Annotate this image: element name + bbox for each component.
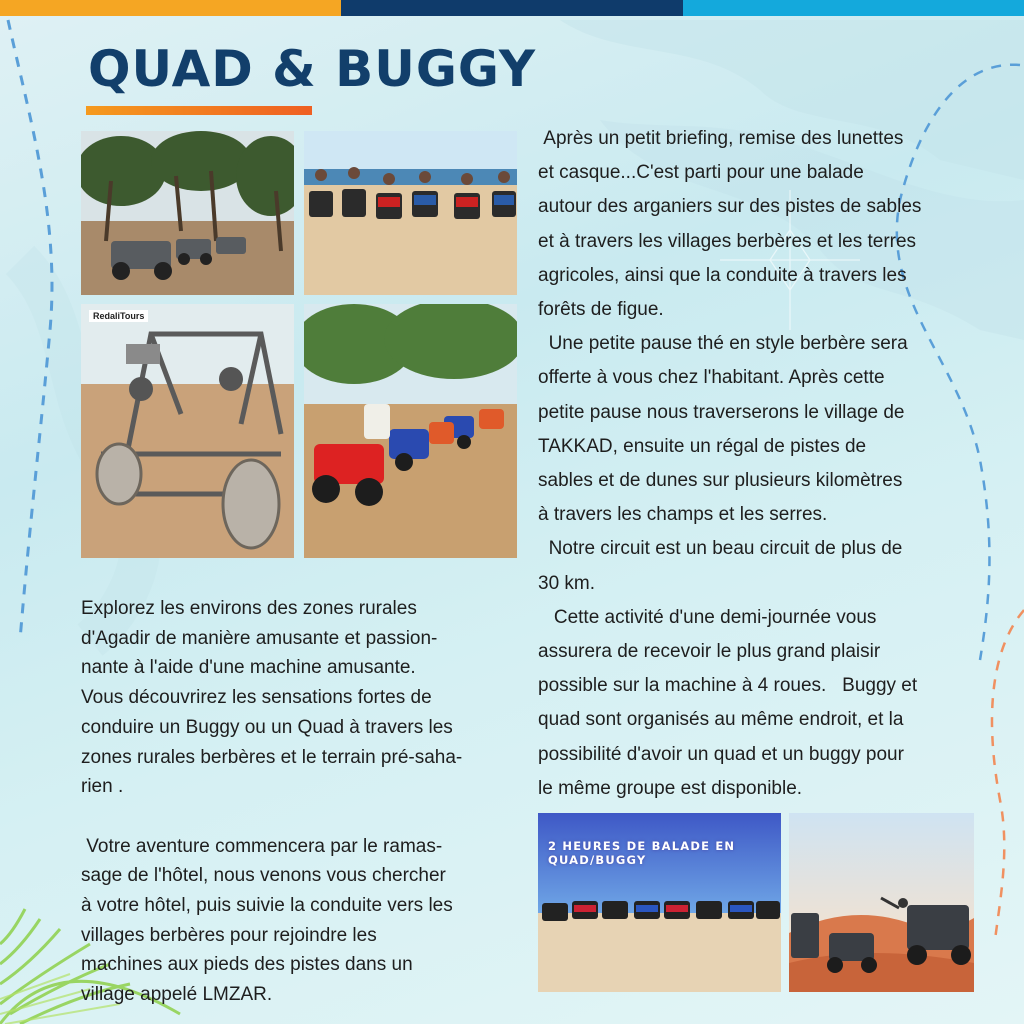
adventure-paragraph: Votre aventure commencera par le ramas- sage de l'hôtel, nous venons vous chercher à votre hôtel, puis suivie la conduite vers les villages berbères pour rejoindre les machines aux pieds des pistes dans un village appelé LMZAR.: [81, 835, 453, 1006]
circuit-paragraph: Notre circuit est un beau circuit de plus de 30 km.: [538, 538, 903, 594]
intro-paragraph: Explorez les environs des zones rurales d'Agadir de manière amusante et passion- nante à l'aide d'une machine amusante. Vous découvrirez les sensations fortes de conduire un Buggy ou un Quad à travers les zones rurales berbères et le terrain pré-saha- rien .: [81, 598, 463, 798]
photo-quad-group-sand: [538, 813, 781, 992]
briefing-paragraph: Après un petit briefing, remise des lunettes et casque...C'est parti pour une balade autour des arganiers sur des pistes de sables et à travers les villages berbères et les terres agricoles, ainsi que la conduite à travers les forêts de figue.: [538, 128, 922, 321]
page-title: QUAD & BUGGY: [88, 40, 537, 98]
photo-dunes: [789, 813, 974, 992]
photo-banner-text: 2 HEURES DE BALADE EN QUAD/BUGGY: [548, 839, 736, 867]
photo-buggies-forest: [81, 131, 294, 295]
title-underline: [86, 106, 312, 115]
photo-watermark: RedaliTours: [89, 310, 148, 322]
left-text-column: [81, 594, 514, 1010]
tea-break-paragraph: Une petite pause thé en style berbère sera offerte à vous chez l'habitant. Après cette petite pause nous traverserons le village de TAKKAD, ensuite un régal de pistes de sables et de dunes sur plusieurs kilomètres à travers les champs et les serres.: [538, 333, 908, 526]
right-text-column: [538, 122, 973, 806]
photo-quads-trees: [304, 304, 517, 558]
photo-buggy-closeup: [81, 304, 294, 558]
half-day-paragraph: Cette activité d'une demi-journée vous assurera de recevoir le plus grand plaisir possible sur la machine à 4 roues. Buggy et quad sont organisés au même endroit, et la possibilité d'avoir un quad et un buggy pour le même groupe est disponible.: [538, 606, 918, 799]
photo-quads-beach: [304, 131, 517, 295]
